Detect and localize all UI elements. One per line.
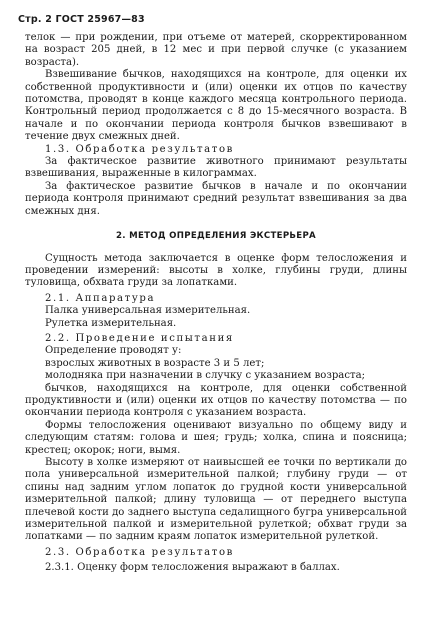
paragraph-2-3-1: 2.3.1. Оценку форм телосложения выражают в баллах. [45, 562, 340, 574]
paragraph-actual-development: За фактическое развитие животного принимают результаты взвешивания, выраженные в килограммах. [25, 156, 407, 180]
document-body [25, 32, 407, 575]
item-measuring-tape: Рулетка измерительная. [45, 317, 177, 329]
list-item-bulls-control: бычков, находящихся на контроле, для оценки собственной продуктивности и (или) оценки их отцов по качеству потомства — по окончании периода контроля с указанием возраста. [25, 382, 407, 419]
paragraph-body-forms: Формы телосложения оценивают визуально по общему виду и следующим статям: голова и шея; грудь; холка, спина и поясница; крестец; окорок; ноги, вымя. [25, 419, 407, 456]
page-header: Стр. 2 ГОСТ 25967—83 [18, 14, 145, 25]
subsection-1-3-title: 1.3. Обработка результатов [45, 143, 234, 155]
paragraph-bulls-development: За фактическое развитие бычков в начале и по окончании периода контроля принимают средний результат взвешивания за два смежных дня. [25, 180, 407, 217]
paragraph-determination-intro: Определение проводят у: [45, 345, 182, 357]
list-item-young-stock: молодняка при назначении в случку с указанием возраста; [45, 370, 365, 382]
list-item-adult-animals: взрослых животных в возрасте 3 и 5 лет; [45, 357, 265, 369]
paragraph-measurements: Высоту в холке измеряют от наивысшей ее точки по вертикали до пола универсальной измерительной палкой; глубину груди — от спины над задним углом лопаток до грудной кости универсальной измерительной палкой; длину туловища — от переднего выступа плечевой кости до заднего выступа седалищного бугра универсальной измерительной палкой и измерительной рулеткой; обхват груди за лопатками — по задним краям лопаток измерительной рулеткой. [25, 457, 407, 543]
paragraph-continuation: телок — при рождении, при отъеме от матерей, скорректированном на возраст 205 дней, в 12 мес и при первой случке (с указанием возраста). [25, 32, 407, 68]
paragraph-weighing-bulls: Взвешивание бычков, находящихся на контроле, для оценки их собственной продуктивности и (или) оценки их отцов по качеству потомства, проводят в конце каждого месяца контрольного периода. Контрольный период продолжается с 8 до 15-месячного возраста. В начале и по окончании периода контроля бычков взвешивают в течение двух смежных дней. [25, 69, 407, 143]
section-2-heading: 2. МЕТОД ОПРЕДЕЛЕНИЯ ЭКСТЕРЬЕРА [115, 231, 316, 242]
subsection-2-1-title: 2.1. Аппаратура [45, 292, 156, 304]
subsection-2-2-title: 2.2. Проведение испытания [45, 332, 234, 344]
item-measuring-stick: Палка универсальная измерительная. [45, 305, 251, 317]
subsection-2-3-title: 2.3. Обработка результатов [45, 546, 234, 558]
paragraph-method-essence: Сущность метода заключается в оценке форм телосложения и проведении измерений: высоты в холке, глубины груди, длины туловища, обхвата груди за лопатками. [25, 252, 407, 289]
